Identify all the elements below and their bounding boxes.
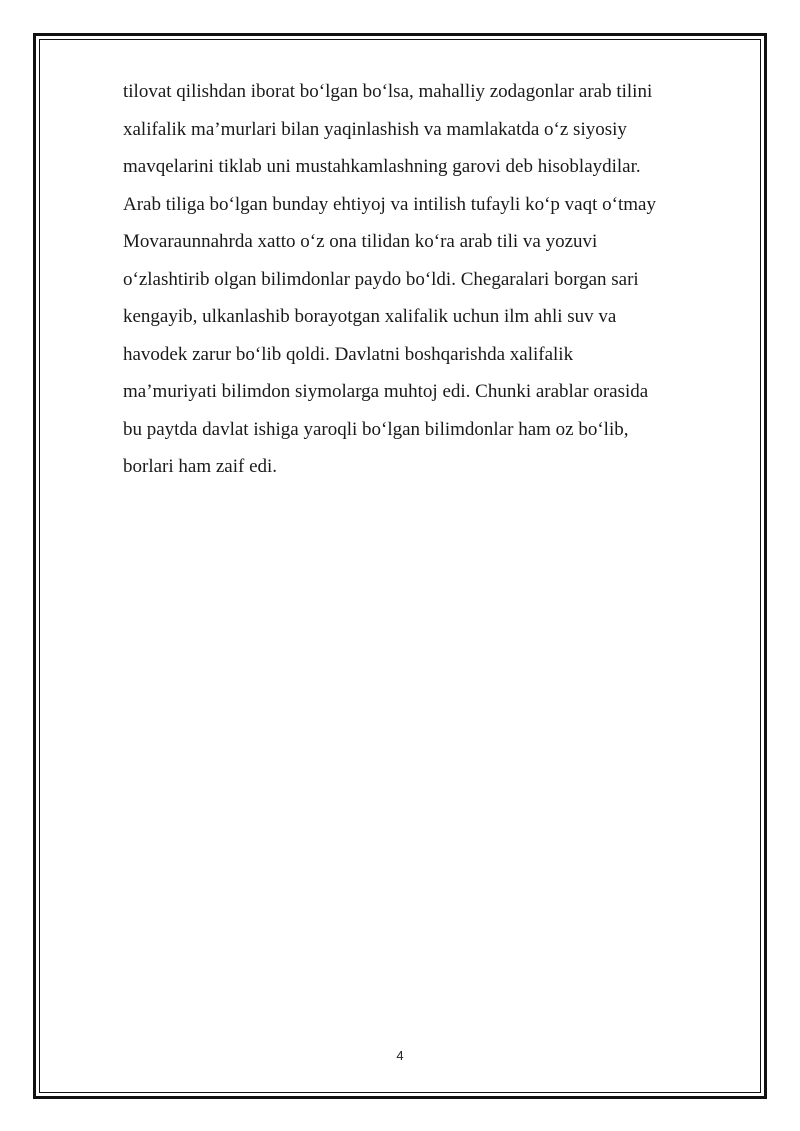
paragraph-line: mavqelarini tiklab uni mustahkamlashning garovi deb hisoblaydilar.	[123, 156, 641, 177]
paragraph-line: ma’muriyati bilimdon siymolarga muhtoj edi. Chunki arablar orasida	[123, 381, 649, 402]
paragraph-line: xalifalik ma’murlari bilan yaqinlashish va mamlakatda o‘z siyosiy	[123, 118, 627, 140]
paragraph-line: Movaraunnahrda xatto o‘z ona tilidan ko‘ra arab tili va yozuvi	[123, 231, 598, 252]
paragraph-line: tilovat qilishdan iborat bo‘lgan bo‘lsa, mahalliy zodagonlar arab tilini	[123, 81, 653, 102]
page-number: 4	[396, 1048, 404, 1063]
paragraph-line: kengayib, ulkanlashib borayotgan xalifalik uchun ilm ahli suv va	[123, 306, 617, 327]
paragraph-line: borlari ham zaif edi.	[123, 456, 278, 477]
paragraph-line: Arab tiliga bo‘lgan bunday ehtiyoj va intilish tufayli ko‘p vaqt o‘tmay	[123, 193, 656, 215]
paragraph-line: havodek zarur bo‘lib qoldi. Davlatni boshqarishda xalifalik	[123, 343, 574, 365]
paragraph-line: bu paytda davlat ishiga yaroqli bo‘lgan bilimdonlar ham oz bo‘lib,	[123, 418, 629, 440]
body-paragraph	[123, 73, 733, 486]
paragraph-line: o‘zlashtirib olgan bilimdonlar paydo bo‘ldi. Chegaralari borgan sari	[123, 268, 639, 290]
